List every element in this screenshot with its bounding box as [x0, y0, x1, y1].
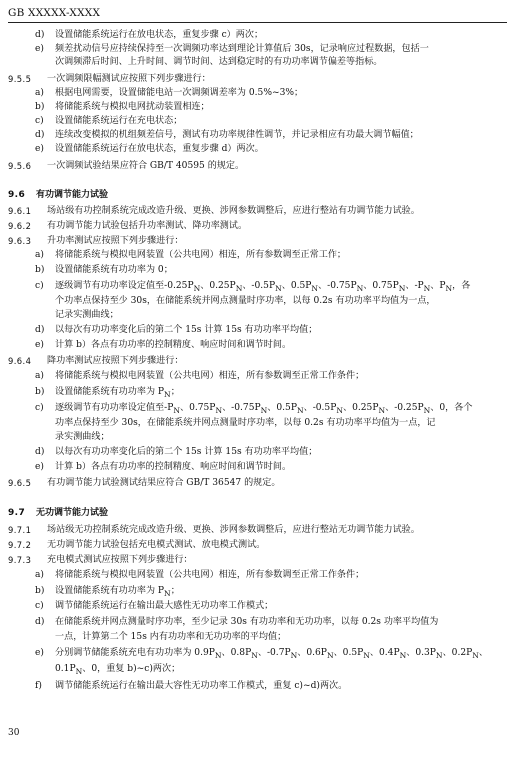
section-number: 9.6.4 [8, 356, 32, 366]
section-number: 9.7.2 [8, 540, 32, 550]
list-marker: f) [35, 681, 42, 691]
list-item-text: 将储能系统与模拟电网装置（公共电网）相连，所有参数调至正常工作； [55, 250, 347, 260]
continuation-text: 录实测曲线； [55, 432, 110, 442]
list-marker: c) [35, 601, 44, 611]
list-item-text: 在储能系统并网点测量时序功率，至少记录 30s 有功功率和无功功率，以每 0.2s 功率平均值为 [55, 617, 439, 627]
list-marker: a) [35, 250, 44, 260]
clause-text: 充电模式测试应按照下列步骤进行： [47, 555, 193, 565]
header-rule [8, 22, 507, 23]
section-number: 9.5.5 [8, 74, 32, 84]
clause-text: 一次调频限幅测试应按照下列步骤进行： [47, 74, 211, 84]
clause-text: 场站级无功控制系统完成改造升级、更换、涉网参数调整后，应进行整站无功调节能力试验。 [47, 525, 420, 535]
clause-text: 无功调节能力试验包括充电模式测试、放电模式测试。 [47, 540, 266, 550]
list-marker: e) [35, 44, 44, 54]
list-item-text: 逐级调节有功功率设定值至$-0.25P_N$、$0.25P_N$、$-0.5P_N$、$0.5P_N$、$-0.75P_N$、$0.75P_N$、$-P_N$、$P_N$，各 [55, 281, 471, 293]
section-number: 9.6.2 [8, 221, 32, 231]
list-marker: b) [35, 265, 45, 275]
list-item-text: 频差扰动信号应持续保持至一次调频功率达到理论计算值后 30s，记录响应过程数据，包括一 [55, 44, 429, 54]
continuation-text: 一点，计算第二个 15s 内有功功率和无功功率的平均值； [55, 632, 287, 642]
list-item-text: 设置储能系统有功功率为 0； [55, 265, 173, 275]
continuation-text: 个功率点保持至少 30s，在储能系统并网点测量时序功率，以每 0.2s 有功功率平均值为一点， [55, 296, 436, 306]
list-item-text: 将储能系统与模拟电网装置（公共电网）相连，所有参数调至正常工作条件； [55, 570, 365, 580]
clause-text: 升功率测试应按照下列步骤进行： [47, 236, 184, 246]
list-marker: b) [35, 387, 45, 397]
list-item-text: 将储能系统与模拟电网装置（公共电网）相连，所有参数调至正常工作条件； [55, 371, 365, 381]
section-heading: 有功调节能力试验 [36, 190, 109, 200]
section-heading: 无功调节能力试验 [36, 508, 109, 518]
list-item-text: 分别调节储能系统充电有功功率为 $0.9P_N$、$0.8P_N$、$-0.7P_N$、$0.6P_N$、$0.5P_N$、$0.4P_N$、$0.3P_N$、$0.2P_N$、 [55, 648, 488, 660]
section-number: 9.7.1 [8, 525, 32, 535]
list-item-text: 设置储能系统有功功率为 $P_N$； [55, 586, 180, 598]
list-item-text: 以每次有功功率变化后的第二个 15s 计算 15s 有功功率平均值； [55, 447, 318, 457]
section-number: 9.5.6 [8, 161, 32, 171]
list-item-text: 逐级调节有功功率设定值至$-P_N$、$0.75P_N$、$-0.75P_N$、$0.5P_N$、$-0.5P_N$、$0.25P_N$、$-0.25P_N$、0，各个 [55, 403, 473, 415]
list-marker: d) [35, 130, 45, 140]
clause-text: 一次调频试验结果应符合 GB/T 40595 的规定。 [47, 161, 245, 171]
list-item-text: 设置储能系统运行在充电状态； [55, 116, 183, 126]
page-number: 30 [8, 728, 20, 738]
list-item-text: 调节储能系统运行在输出最大容性无功功率工作模式，重复 c)~d)两次。 [55, 681, 348, 691]
section-number: 9.6.5 [8, 478, 32, 488]
section-number: 9.6.1 [8, 206, 32, 216]
list-marker: e) [35, 462, 44, 472]
list-marker: b) [35, 586, 45, 596]
list-item-text: 将储能系统与模拟电网扰动装置相连； [55, 102, 210, 112]
section-number: 9.7.3 [8, 555, 32, 565]
list-marker: c) [35, 403, 44, 413]
list-item-text: 计算 b）各点有功功率的控制精度、响应时间和调节时间。 [55, 340, 292, 350]
list-marker: d) [35, 447, 45, 457]
document-code: GB XXXXX-XXXX [8, 7, 101, 19]
list-marker: c) [35, 116, 44, 126]
list-item-text: 设置储能系统有功功率为 $P_N$； [55, 387, 180, 399]
list-marker: a) [35, 570, 44, 580]
continuation-text: 功率点保持至少 30s，在储能系统并网点测量时序功率，以每 0.2s 有功功率平均值为一点，记 [55, 418, 436, 428]
list-item-text: 设置储能系统运行在放电状态，重复步骤 c）两次； [55, 30, 264, 40]
continuation-text: 记录实测曲线； [55, 310, 119, 320]
list-item-text: 根据电网需要，设置储能电站一次调频调差率为 0.5%~3%； [55, 88, 304, 98]
section-number: 9.7 [8, 508, 26, 518]
continuation-text: 次调频滞后时间、上升时间、调节时间、达到稳定时的有功功率调节偏差等指标。 [55, 57, 383, 67]
list-item-text: 以每次有功功率变化后的第二个 15s 计算 15s 有功功率平均值； [55, 325, 318, 335]
list-marker: d) [35, 30, 45, 40]
clause-text: 有功调节能力试验测试结果应符合 GB/T 36547 的规定。 [47, 478, 281, 488]
clause-text: 场站级有功控制系统完成改造升级、更换、涉网参数调整后，应进行整站有功调节能力试验。 [47, 206, 420, 216]
list-marker: b) [35, 102, 45, 112]
list-item-text: 调节储能系统运行在输出最大感性无功功率工作模式； [55, 601, 274, 611]
list-marker: a) [35, 88, 44, 98]
list-item-text: 设置储能系统运行在放电状态，重复步骤 d）两次。 [55, 144, 264, 154]
continuation-text: $0.1P_N$、0，重复 b)~c)两次； [55, 664, 181, 676]
list-marker: d) [35, 325, 45, 335]
list-marker: d) [35, 617, 45, 627]
list-item-text: 计算 b）各点有功功率的控制精度、响应时间和调节时间。 [55, 462, 292, 472]
clause-text: 有功调节能力试验包括升功率测试、降功率测试。 [47, 221, 248, 231]
clause-text: 降功率测试应按照下列步骤进行： [47, 356, 184, 366]
section-number: 9.6 [8, 190, 26, 200]
list-marker: c) [35, 281, 44, 291]
section-number: 9.6.3 [8, 236, 32, 246]
list-marker: e) [35, 144, 44, 154]
list-item-text: 连续改变模拟的机组频差信号，测试有功功率规律性调节，并记录相应有功最大调节幅值； [55, 130, 419, 140]
list-marker: e) [35, 340, 44, 350]
list-marker: a) [35, 371, 44, 381]
list-marker: e) [35, 648, 44, 658]
